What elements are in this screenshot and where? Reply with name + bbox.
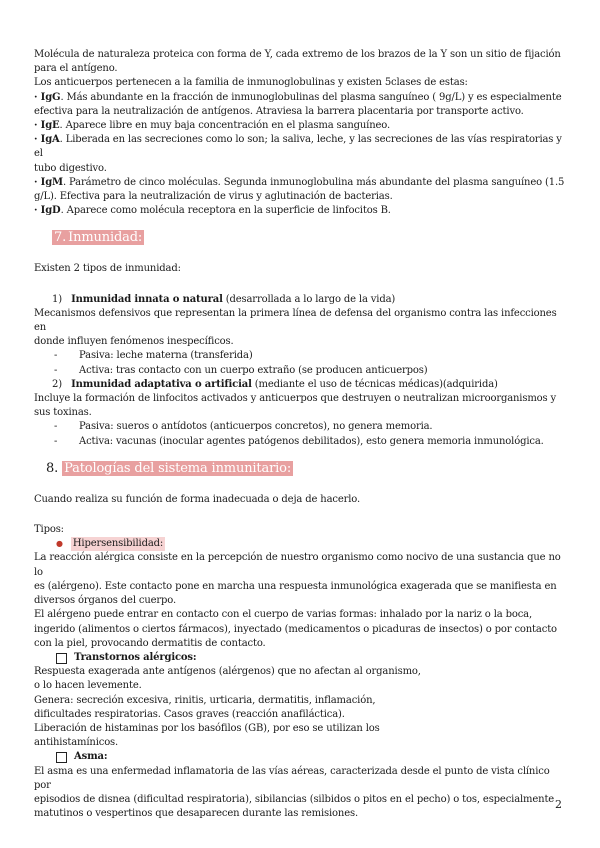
intro-line: Molécula de naturaleza proteica con forma de Y, cada extremo de los brazos de la Y son un sitio de fijación <box>34 49 561 60</box>
section-8-heading <box>34 460 566 477</box>
innate-immunity-item: 1) Inmunidad innata o natural (desarrollada a lo largo de la vida) <box>52 293 396 305</box>
hypersensitivity-text: El alérgeno puede entrar en contacto con el cuerpo de varias formas: inhalado por la nariz o la boca, <box>34 609 532 621</box>
checkbox-icon <box>56 653 67 664</box>
class-igg: · IgG. Más abundante en la fracción de inmunoglobulinas del plasma sanguíneo ( 9g/L) y es especialmente <box>34 91 562 103</box>
section-7-number: 7. <box>54 230 67 246</box>
hypersensitivity-heading: ● Hipersensibilidad: <box>34 537 566 551</box>
hypersensitivity-text: con la piel, provocando dermatitis de contacto. <box>34 637 266 649</box>
asthma-text: matutinos o vespertinos que desaparecen durante las remisiones. <box>34 808 358 820</box>
types-label: Tipos: <box>34 524 64 536</box>
document-page <box>34 48 566 821</box>
allergic-text: antihistamínicos. <box>34 737 119 749</box>
adaptive-desc: Incluye la formación de linfocitos activados y anticuerpos que destruyen o neutralizan microorganismos y <box>34 393 557 405</box>
checkbox-icon <box>56 752 67 763</box>
hypersensitivity-text: diversos órganos del cuerpo. <box>34 595 177 607</box>
section-7-title: Inmunidad: <box>68 230 143 246</box>
asthma-text: episodios de disnea (dificultad respiratoria), sibilancias (silbidos o pitos en el pecho) o tos, especialmente <box>34 793 555 805</box>
page-number: 2 <box>555 798 562 811</box>
hypersensitivity-text: es (alérgeno). Este contacto pone en marcha una respuesta inmunológica exagerada que se manifiesta en <box>34 580 557 592</box>
class-iga: · IgA. Liberada en las secreciones como lo son; la saliva, leche, y las secreciones de las vías respiratorias y el <box>34 134 562 160</box>
class-igm: · IgM. Parámetro de cinco moléculas. Segunda inmunoglobulina más abundante del plasma sanguíneo (1.5 <box>34 176 565 188</box>
section-8-number: 8. <box>46 460 59 476</box>
section-8-title: Patologías del sistema inmunitario: <box>64 460 292 476</box>
class-ige: · IgE. Aparece libre en muy baja concentración en el plasma sanguíneo. <box>34 120 390 132</box>
allergic-text: Genera: secreción excesiva, rinitis, urticaria, dermatitis, inflamación, <box>34 694 376 706</box>
hypersensitivity-text: ingerido (alimentos o ciertos fármacos), inyectado (medicamentos o picaduras de insectos) o por contacto <box>34 623 557 635</box>
innate-desc: donde influyen fenómenos inespecíficos. <box>34 336 234 348</box>
asthma-text: El asma es una enfermedad inflamatoria de las vías aéreas, caracterizada desde el punto de vista clínico por <box>34 765 550 791</box>
section-7-heading <box>34 229 566 246</box>
allergic-disorders-heading: Transtornos alérgicos: <box>34 651 566 665</box>
allergic-text: Liberación de histaminas por los basófilos (GB), por eso se utilizan los <box>34 722 380 734</box>
adaptive-desc: sus toxinas. <box>34 407 92 419</box>
adaptive-passive: - Pasiva: sueros o antídotos (anticuerpos concretos), no genera memoria. <box>54 421 433 433</box>
section-7-intro: Existen 2 tipos de inmunidad: <box>34 263 181 275</box>
adaptive-active: - Activa: vacunas (inocular agentes patógenos debilitados), esto genera memoria inmunológica. <box>54 435 544 447</box>
intro-line: Los anticuerpos pertenecen a la familia de inmunoglobulinas y existen 5clases de estas: <box>34 77 468 89</box>
class-iga-cont: tubo digestivo. <box>34 162 107 174</box>
allergic-text: Respuesta exagerada ante antígenos (alérgenos) que no afectan al organismo, <box>34 666 421 678</box>
innate-passive: - Pasiva: leche materna (transferida) <box>54 350 253 362</box>
innate-desc: Mecanismos defensivos que representan la primera línea de defensa del organismo contra las infecciones en <box>34 307 557 334</box>
hypersensitivity-text: La reacción alérgica consiste en la percepción de nuestro organismo como nocivo de una sustancia que no lo <box>34 552 561 578</box>
bullet-icon: ● <box>56 539 63 549</box>
asthma-heading: Asma: <box>34 750 566 764</box>
innate-active: - Activa: tras contacto con un cuerpo extraño (se producen anticuerpos) <box>54 364 428 376</box>
class-igg-cont: efectiva para la neutralización de antígenos. Atraviesa la barrera placentaria por transporte activo. <box>34 105 524 117</box>
section-8-intro: Cuando realiza su función de forma inadecuada o deja de hacerlo. <box>34 493 361 505</box>
intro-line: para el antígeno. <box>34 63 118 75</box>
class-igd: · IgD. Aparece como molécula receptora en la superficie de linfocitos B. <box>34 205 391 217</box>
allergic-text: dificultades respiratorias. Casos graves (reacción anafiláctica). <box>34 708 345 720</box>
allergic-text: o lo hacen levemente. <box>34 680 142 692</box>
class-igm-cont: g/L). Efectiva para la neutralización de virus y aglutinación de bacterias. <box>34 191 393 203</box>
adaptive-immunity-item: 2) Inmunidad adaptativa o artificial (mediante el uso de técnicas médicas)(adquirida) <box>52 378 498 390</box>
